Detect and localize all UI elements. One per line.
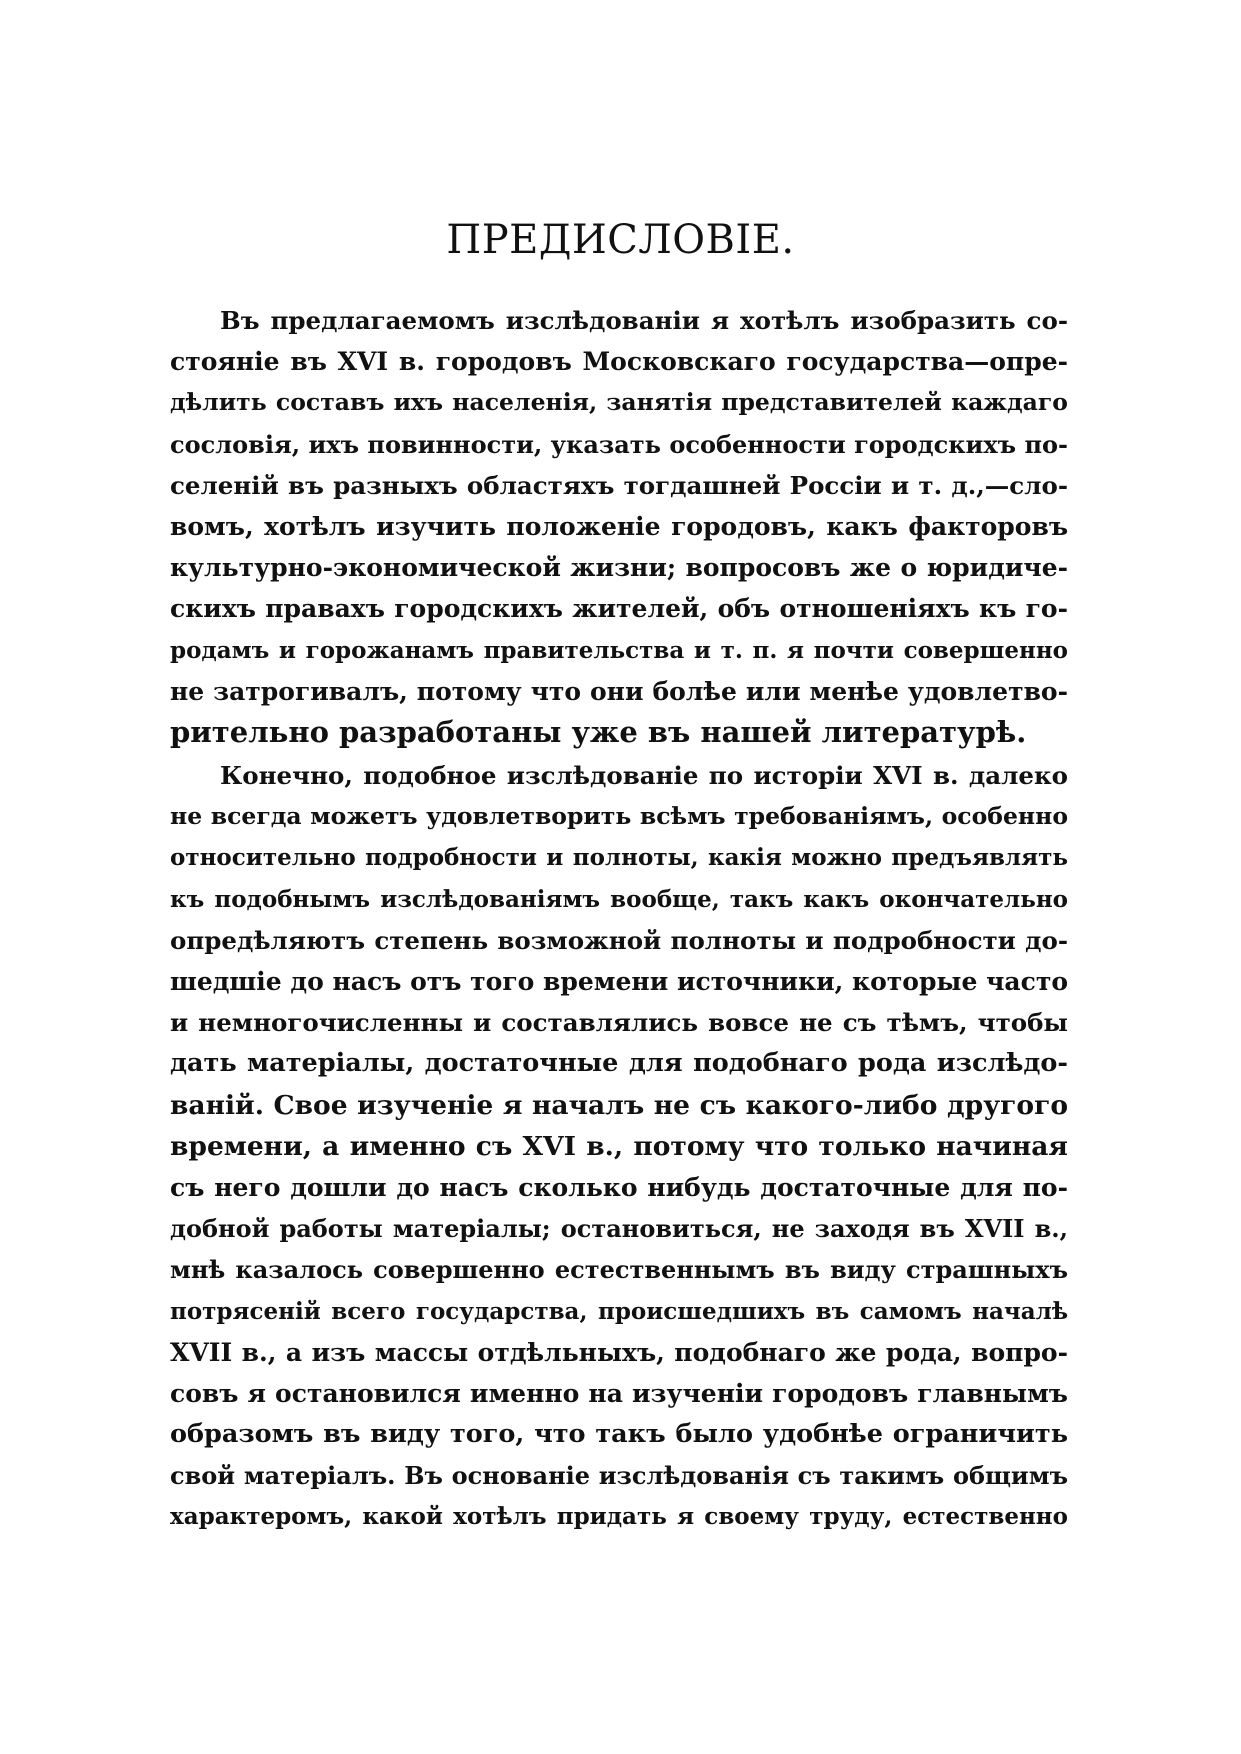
text-line: добной работы матеріалы; остановиться, не заходя въ XVII в., xyxy=(170,1214,1068,1244)
page-title: ПРЕДИСЛОВІЕ. xyxy=(446,217,795,263)
text-line: стояніе въ XVI в. городовъ Московскаго государства—опре- xyxy=(170,347,1068,377)
text-line: родамъ и горожанамъ правительства и т. п. я почти совершенно xyxy=(170,636,1068,664)
text-line: XVII в., а изъ массы отдѣльныхъ, подобнаго же рода, вопро- xyxy=(170,1337,1068,1367)
text-line: не всегда можетъ удовлетворить всѣмъ требованіямъ, особенно xyxy=(170,802,1068,831)
text-line: не затрогивалъ, потому что они болѣе или менѣе удовлетво- xyxy=(170,676,1068,706)
text-line: селеній въ разныхъ областяхъ тогдашней Россіи и т. д.,—сло- xyxy=(170,470,1068,500)
text-line: относительно подробности и полноты, какія можно предъявлять xyxy=(170,844,1068,872)
text-line: характеромъ, какой хотѣлъ придать я своему труду, естественно xyxy=(170,1503,1068,1531)
text-line: вомъ, хотѣлъ изучить положеніе городовъ, какъ факторовъ xyxy=(170,511,1068,541)
text-line: культурно-экономической жизни; вопросовъ же о юридиче- xyxy=(170,553,1068,583)
text-line: Конечно, подобное изслѣдованіе по исторіи XVI в. далеко xyxy=(220,761,1068,791)
text-line: Въ предлагаемомъ изслѣдованіи я хотѣлъ изобразить со- xyxy=(220,306,1068,335)
paragraph xyxy=(170,755,1068,1538)
text-line: времени, а именно съ XVI в., потому что только начиная xyxy=(170,1130,1068,1162)
text-line: образомъ въ виду того, что такъ было удобнѣе ограничить xyxy=(170,1419,1068,1450)
text-line: скихъ правахъ городскихъ жителей, объ отношеніяхъ къ го- xyxy=(170,594,1068,624)
body-text xyxy=(170,300,1068,1538)
text-line: дать матеріалы, достаточные для подобнаго рода изслѣдо- xyxy=(170,1048,1068,1079)
text-line: рительно разработаны уже въ нашей литературѣ. xyxy=(170,714,1027,749)
text-line: съ него дошли до насъ сколько нибудь достаточные для по- xyxy=(170,1172,1068,1202)
text-line: и немногочисленны и составлялись вовсе не съ тѣмъ, чтобы xyxy=(170,1008,1068,1038)
paragraph xyxy=(170,300,1068,753)
text-line: опредѣляютъ степень возможной полноты и подробности до- xyxy=(170,925,1068,955)
text-line: свой матеріалъ. Въ основаніе изслѣдованія съ такимъ общимъ xyxy=(170,1461,1068,1491)
text-line: мнѣ казалось совершенно естественнымъ въ виду страшныхъ xyxy=(170,1255,1068,1285)
text-line: совъ я остановился именно на изученіи городовъ главнымъ xyxy=(170,1378,1068,1408)
text-line: потрясеній всего государства, происшедшихъ въ самомъ началѣ xyxy=(170,1297,1068,1325)
text-line: къ подобнымъ изслѣдованіямъ вообще, такъ какъ окончательно xyxy=(170,885,1068,913)
text-line: сословія, ихъ повинности, указать особенности городскихъ по- xyxy=(170,429,1068,459)
text-line: ваній. Свое изученіе я началъ не съ какого-либо другого xyxy=(170,1089,1068,1121)
text-line: шедшіе до насъ отъ того времени источники, которые часто xyxy=(170,967,1068,996)
text-line: дѣлить составъ ихъ населенія, занятія представителей каждаго xyxy=(170,388,1068,417)
